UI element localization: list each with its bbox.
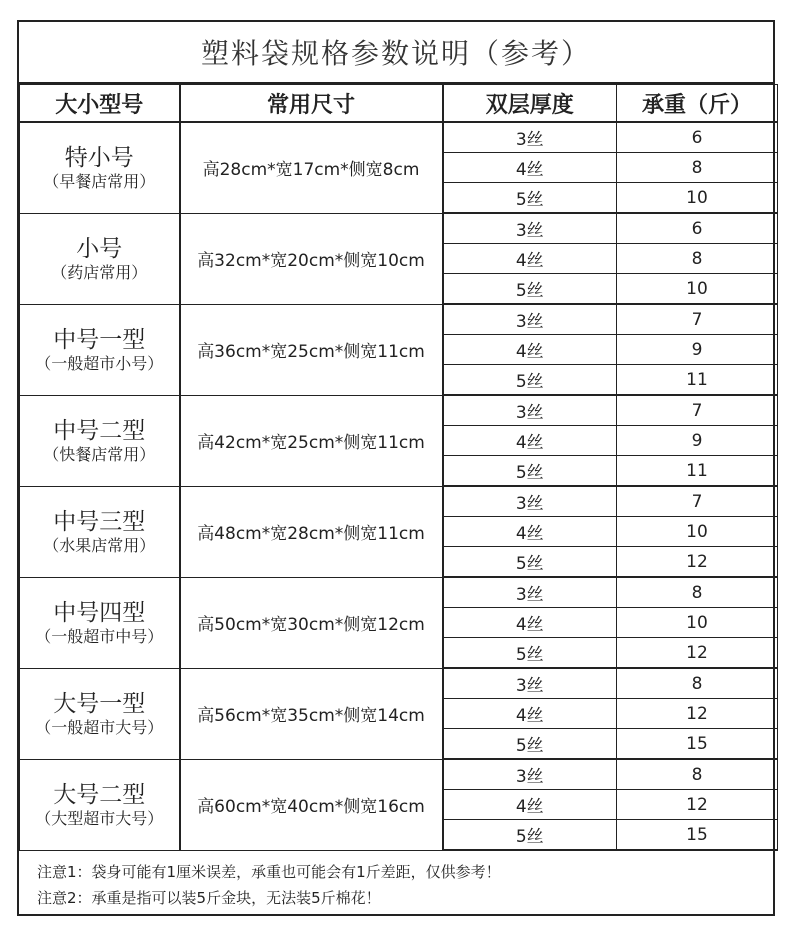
- thickness-cell: 4丝: [443, 244, 617, 274]
- thickness-cell: 5丝: [443, 547, 617, 578]
- thickness-cell: 3丝: [443, 213, 617, 244]
- load-cell: 8: [617, 244, 778, 274]
- load-cell: 11: [617, 365, 778, 396]
- size-cell: 高60cm*宽40cm*侧宽16cm: [180, 759, 443, 850]
- thickness-cell: 4丝: [443, 153, 617, 183]
- thickness-cell: 3丝: [443, 759, 617, 790]
- load-cell: 12: [617, 638, 778, 669]
- type-name: 特小号: [64, 144, 134, 171]
- load-cell: 8: [617, 577, 778, 608]
- thickness-cell: 5丝: [443, 183, 617, 214]
- header-size: 常用尺寸: [180, 85, 443, 123]
- type-usage: （药店常用）: [51, 262, 148, 282]
- type-usage: （大型超市大号）: [35, 808, 164, 828]
- note-2: 注意2：承重是指可以装5斤金块，无法装5斤棉花！: [37, 889, 381, 907]
- load-cell: 12: [617, 699, 778, 729]
- type-name: 中号四型: [53, 599, 146, 626]
- header-thickness: 双层厚度: [443, 85, 617, 123]
- load-cell: 9: [617, 426, 778, 456]
- type-cell: [20, 213, 180, 304]
- table-row: [20, 122, 778, 153]
- table-header-row: [20, 85, 778, 123]
- load-cell: 11: [617, 456, 778, 487]
- load-cell: 15: [617, 729, 778, 760]
- type-cell: [20, 577, 180, 668]
- spec-table: [19, 84, 778, 851]
- page-title: 塑料袋规格参数说明（参考）: [19, 22, 773, 84]
- type-usage: （水果店常用）: [43, 535, 156, 555]
- load-cell: 7: [617, 304, 778, 335]
- size-cell: 高36cm*宽25cm*侧宽11cm: [180, 304, 443, 395]
- size-cell: 高28cm*宽17cm*侧宽8cm: [180, 122, 443, 213]
- table-row: [20, 759, 778, 790]
- header-load: 承重（斤）: [617, 85, 778, 123]
- thickness-cell: 5丝: [443, 365, 617, 396]
- size-cell: 高42cm*宽25cm*侧宽11cm: [180, 395, 443, 486]
- table-row: [20, 395, 778, 426]
- type-name: 中号三型: [53, 508, 146, 535]
- table-row: [20, 213, 778, 244]
- load-cell: 15: [617, 820, 778, 851]
- thickness-cell: 4丝: [443, 335, 617, 365]
- type-name: 中号二型: [53, 417, 146, 444]
- type-usage: （一般超市大号）: [35, 717, 164, 737]
- type-name: 大号一型: [53, 690, 146, 717]
- notes: [19, 849, 773, 914]
- type-name: 大号二型: [53, 781, 146, 808]
- size-cell: 高56cm*宽35cm*侧宽14cm: [180, 668, 443, 759]
- type-cell: [20, 668, 180, 759]
- thickness-cell: 3丝: [443, 122, 617, 153]
- spec-sheet: [17, 20, 775, 916]
- size-cell: 高50cm*宽30cm*侧宽12cm: [180, 577, 443, 668]
- load-cell: 8: [617, 153, 778, 183]
- type-cell: [20, 486, 180, 577]
- thickness-cell: 3丝: [443, 577, 617, 608]
- load-cell: 6: [617, 122, 778, 153]
- load-cell: 10: [617, 274, 778, 305]
- table-body: [20, 122, 778, 850]
- thickness-cell: 5丝: [443, 274, 617, 305]
- table-row: [20, 577, 778, 608]
- load-cell: 12: [617, 790, 778, 820]
- size-cell: 高32cm*宽20cm*侧宽10cm: [180, 213, 443, 304]
- thickness-cell: 5丝: [443, 729, 617, 760]
- type-usage: （快餐店常用）: [43, 444, 156, 464]
- note-1: 注意1：袋身可能有1厘米误差，承重也可能会有1斤差距，仅供参考！: [37, 863, 501, 881]
- load-cell: 10: [617, 517, 778, 547]
- type-cell: [20, 122, 180, 213]
- table-row: [20, 304, 778, 335]
- type-cell: [20, 759, 180, 850]
- thickness-cell: 4丝: [443, 790, 617, 820]
- load-cell: 8: [617, 759, 778, 790]
- type-cell: [20, 304, 180, 395]
- thickness-cell: 4丝: [443, 699, 617, 729]
- thickness-cell: 4丝: [443, 426, 617, 456]
- thickness-cell: 5丝: [443, 456, 617, 487]
- thickness-cell: 3丝: [443, 486, 617, 517]
- type-cell: [20, 395, 180, 486]
- load-cell: 9: [617, 335, 778, 365]
- thickness-cell: 4丝: [443, 608, 617, 638]
- load-cell: 7: [617, 486, 778, 517]
- table-row: [20, 668, 778, 699]
- load-cell: 10: [617, 183, 778, 214]
- thickness-cell: 5丝: [443, 638, 617, 669]
- type-usage: （一般超市小号）: [35, 353, 164, 373]
- load-cell: 7: [617, 395, 778, 426]
- load-cell: 10: [617, 608, 778, 638]
- thickness-cell: 3丝: [443, 668, 617, 699]
- load-cell: 8: [617, 668, 778, 699]
- load-cell: 6: [617, 213, 778, 244]
- thickness-cell: 3丝: [443, 304, 617, 335]
- type-usage: （早餐店常用）: [43, 171, 156, 191]
- type-usage: （一般超市中号）: [35, 626, 164, 646]
- header-type: 大小型号: [20, 85, 180, 123]
- size-cell: 高48cm*宽28cm*侧宽11cm: [180, 486, 443, 577]
- table-row: [20, 486, 778, 517]
- thickness-cell: 4丝: [443, 517, 617, 547]
- thickness-cell: 5丝: [443, 820, 617, 851]
- load-cell: 12: [617, 547, 778, 578]
- type-name: 中号一型: [53, 326, 146, 353]
- thickness-cell: 3丝: [443, 395, 617, 426]
- type-name: 小号: [76, 235, 123, 262]
